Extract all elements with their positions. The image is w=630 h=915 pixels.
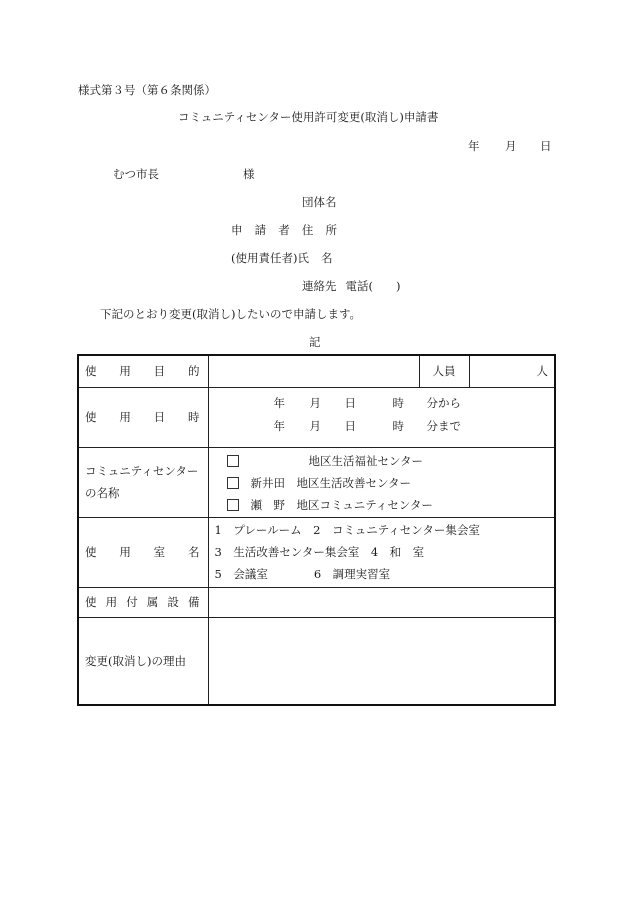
- room-option-line-3: 5 会議室 6 調理実習室: [214, 567, 391, 581]
- center-option-1[interactable]: 地区生活福祉センター: [227, 453, 424, 469]
- datetime-label: 使 用 日 時: [78, 387, 208, 447]
- reason-label: 変更(取消し)の理由: [78, 617, 208, 705]
- date-day-label: 日: [540, 139, 552, 153]
- date-year-label: 年: [468, 139, 480, 153]
- reason-input[interactable]: [208, 617, 555, 705]
- center-option-2[interactable]: 新井田 地区生活改善センター: [227, 475, 412, 491]
- center-options: [208, 447, 555, 517]
- contact-label: 連絡先 電話( ): [302, 279, 401, 293]
- addressee: むつ市長: [113, 167, 159, 181]
- address-label: 申 請 者 住 所: [231, 223, 337, 237]
- application-table: [77, 354, 556, 706]
- center-row: [78, 447, 555, 517]
- datetime-row: [78, 387, 555, 447]
- room-options[interactable]: [208, 517, 555, 587]
- reason-row: [78, 617, 555, 705]
- center-option-3[interactable]: 瀬 野 地区コミュニティセンター: [227, 497, 433, 513]
- purpose-input[interactable]: [208, 355, 419, 387]
- equipment-label: 使 用 付 属 設 備: [78, 587, 208, 617]
- date-month-label: 月: [505, 139, 517, 153]
- room-option-line-2: 3 生活改善センター集会室 4 和 室: [214, 545, 425, 559]
- document-title: コミュニティセンター使用許可変更(取消し)申請書: [178, 110, 439, 124]
- form-number: 様式第３号（第６条関係）: [78, 83, 216, 97]
- people-label: 人員: [419, 355, 469, 387]
- people-input[interactable]: [469, 355, 555, 387]
- room-row: [78, 517, 555, 587]
- equipment-row: [78, 587, 555, 617]
- purpose-row: [78, 355, 555, 387]
- checkbox-icon[interactable]: [227, 455, 239, 467]
- responsible-name-label: (使用責任者)氏 名: [231, 251, 333, 265]
- group-name-label: 団体名: [302, 195, 337, 209]
- room-label: 使 用 室 名: [78, 517, 208, 587]
- people-unit: 人: [536, 364, 548, 379]
- purpose-label: 使 用 目 的: [78, 355, 208, 387]
- room-option-line-1: 1 プレールーム 2 コミュニティセンター集会室: [214, 523, 480, 537]
- checkbox-icon[interactable]: [227, 499, 239, 511]
- checkbox-icon[interactable]: [227, 477, 239, 489]
- statement: 下記のとおり変更(取消し)したいので申請します。: [100, 307, 362, 321]
- equipment-input[interactable]: [208, 587, 555, 617]
- datetime-input[interactable]: 年 月 日 時 分から 年 月 日 時 分まで: [208, 387, 555, 447]
- center-label: コミュニティセンター の名称: [78, 447, 208, 517]
- honorific: 様: [243, 167, 255, 181]
- ki-mark: 記: [309, 335, 321, 349]
